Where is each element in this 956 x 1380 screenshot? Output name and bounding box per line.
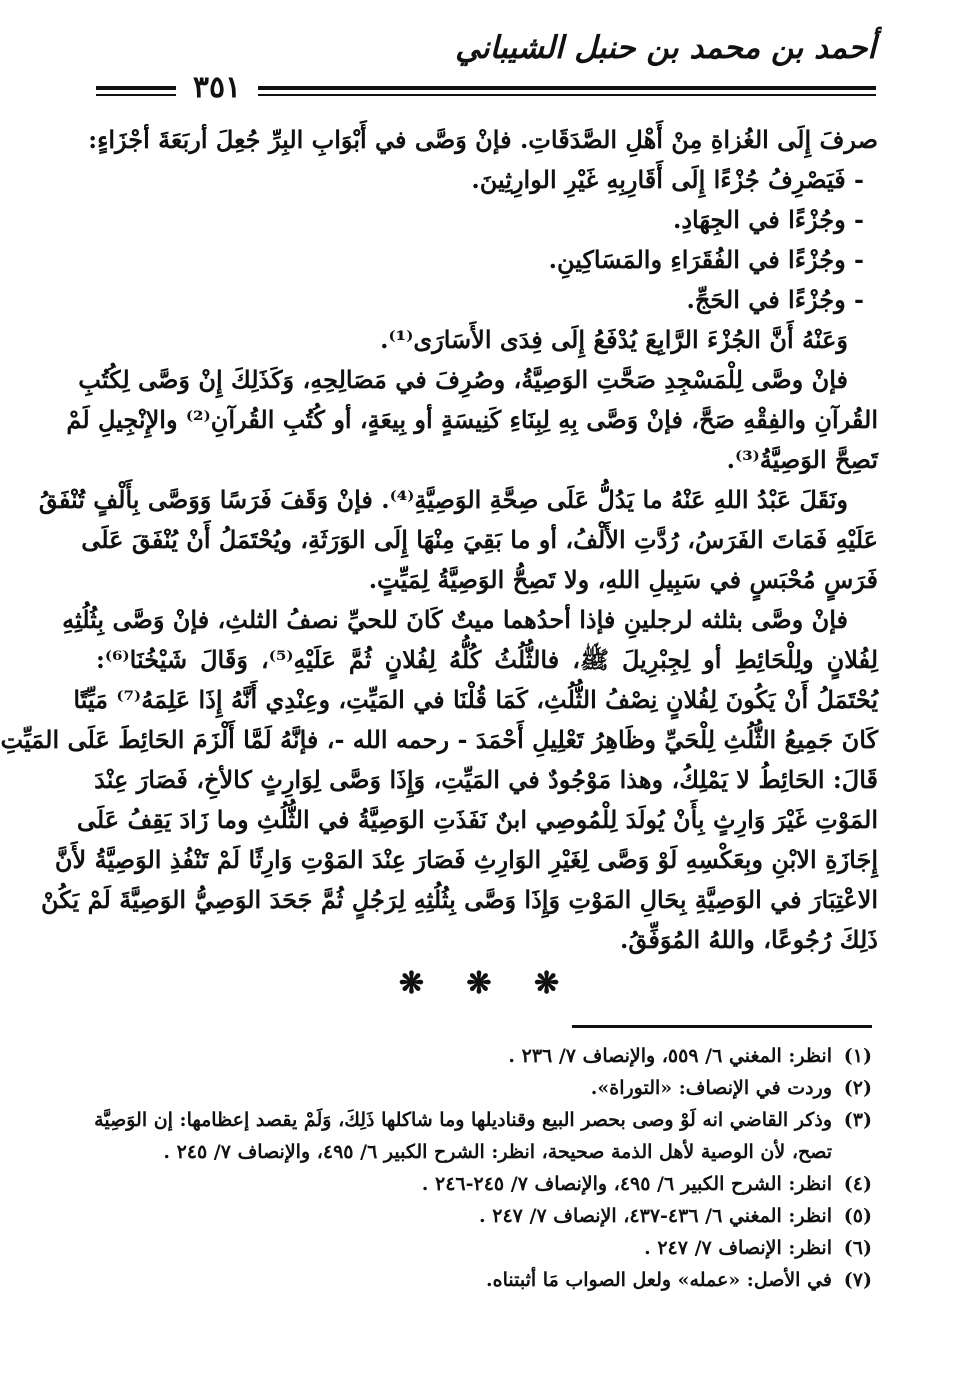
page-number: ٣٥١ <box>192 70 242 105</box>
text-line: القُرآنِ والفِقْهِ صَحَّ، فإنْ وَصَّى بِهِ لِبِنَاءِ كَنِيسَةٍ أو بِيعَةٍ، أو كُتُبِ القُرآنِ⁽²⁾ والإِنْجِيلِ لَمْ <box>66 405 878 434</box>
footnote-number: (٧) <box>843 1269 872 1291</box>
footnote-text: انظر: الإنصاف ٧/ ٢٤٧ . <box>644 1237 832 1259</box>
section-separator: ❋ ❋ ❋ <box>398 966 576 1001</box>
footnote-text: وردت في الإنصاف: «التوراة». <box>590 1077 832 1099</box>
text-line: إِجَازَةِ الابْنِ وبِعَكْسِهِ لَوْ وَصَّى لِغَيْرِ الوَارِثِ فَصَارَ عِنْدَ المَوْتِ وَارِثًا لَمْ تَنْفُذِ الوَصِيَّةُ لأَنَّ <box>54 845 878 874</box>
footnote-text: وذكر القاضي انه لَوْ وصى بحصر البيع وقناديلها وما شاكلها ذَلِكَ، وَلَمْ يقصد إعظامها: إن الوَصِيَّة <box>94 1109 832 1131</box>
text-line: عَلَيْهِ فَمَاتَ الفَرَسُ، رُدَّتِ الأَلْفُ، أو ما بَقِيَ مِنْهَا إِلَى الوَرَثَةِ، ويُحْتَمَلُ أَنْ يُنْفَقَ عَلَى <box>81 525 878 554</box>
book-title: أحمد بن محمد بن حنبل الشيباني <box>455 30 876 66</box>
text-line: فإنْ وصَّى بثلثه لرجلينِ فإذا أحدُهما ميتٌ كَانَ للحيِّ نصفُ الثلثِ، فإنْ وَصَّى بِثُلُثِهِ <box>62 605 848 634</box>
text-line: تَصِحَّ الوَصِيَّةُ⁽³⁾. <box>726 445 878 474</box>
footnote <box>96 1040 872 1072</box>
footnote <box>96 1232 872 1264</box>
footnote-text: انظر: المغني ٦/ ٤٣٦-٤٣٧، الإنصاف ٧/ ٢٤٧ . <box>479 1205 832 1227</box>
running-header <box>96 30 876 105</box>
text-line: ذَلِكَ رُجُوعًا، واللهُ المُوَفِّقُ. <box>620 925 878 954</box>
main-text <box>0 120 879 960</box>
footnote-number: (٥) <box>843 1205 872 1227</box>
text-line: فإنْ وصَّى لِلْمَسْجِدِ صَحَّتِ الوَصِيَّةُ، وصُرِفَ في مَصَالِحِهِ، وَكَذَلِكَ إِنْ وَصَّى لِكُتُبِ <box>78 365 848 394</box>
footnote-rule <box>572 1025 872 1028</box>
footnote-text: انظر: المغني ٦/ ٥٥٩، والإنصاف ٧/ ٢٣٦ . <box>508 1045 832 1067</box>
header-rule-short <box>96 86 176 96</box>
footnote-text: انظر: الشرح الكبير ٦/ ٤٩٥، والإنصاف ٧/ ٢٤٥-٢٤٦ . <box>421 1173 832 1195</box>
footnote <box>96 1104 872 1136</box>
footnote <box>96 1200 872 1232</box>
text-line: يُحْتَمَلُ أَنْ يَكُونَ لِفُلانٍ نِصْفُ الثُّلُثِ، كَمَا قُلْنَا في المَيِّتِ، وعِنْدِي أَنَّهُ إِذَا عَلِمَهُ⁽⁷⁾ مَيِّتًا <box>73 685 878 714</box>
footnote <box>96 1168 872 1200</box>
text-line: لِفُلانٍ ولِلْحَائِطِ أو لِجِبْرِيلَ ﷺ، فالثُّلُثُ كُلُّهُ لِفُلانٍ ثُمَّ عَلَيْهِ⁽⁵⁾، وَقَالَ شَيْخُنَا⁽⁶⁾: <box>96 645 879 674</box>
text-line: - وجُزْءًا في الحَجِّ. <box>686 285 864 314</box>
text-line: قَالَ: الحَائِطُ لا يَمْلِكُ، وهذا مَوْجُودٌ في المَيِّتِ، وَإِذَا وَصَّى لِوَارِثٍ كالأخِ، فَصَارَ عِنْدَ <box>94 765 878 794</box>
text-line: - فَيَصْرِفُ جُزْءًا إِلَى أَقَارِبِهِ غَيْرِ الوارِثِينَ. <box>471 165 864 194</box>
footnotes <box>96 1040 872 1296</box>
footnote-number: (١) <box>843 1045 872 1067</box>
text-line: - وجُزْءًا في الفُقَرَاءِ والمَسَاكِينِ. <box>548 245 864 274</box>
footnote-number: (٤) <box>843 1173 872 1195</box>
footnote-text: تصح، لأن الوصية لأهل الذمة صحيحة، انظر: الشرح الكبير ٦/ ٤٩٥، والإنصاف ٧/ ٢٤٥ . <box>163 1141 832 1163</box>
text-line: - وجُزْءًا في الجِهَادِ. <box>672 205 864 234</box>
footnote-text: في الأصل: «عمله» ولعل الصواب مَا أثبتناه. <box>486 1269 832 1291</box>
footnote <box>96 1136 872 1168</box>
footnote <box>96 1072 872 1104</box>
text-line: صرفَ إِلَى الغُزاةِ مِنْ أَهْلِ الصَّدَقَاتِ. فإنْ وَصَّى في أَبْوَابِ البِرِّ جُعِلَ أربَعَةَ أجْزَاءٍ: <box>88 125 878 154</box>
footnote <box>96 1264 872 1296</box>
footnote-number: (٢) <box>843 1077 872 1099</box>
text-line: فَرَسٍ مُحْبَسٍ في سَبِيلِ اللهِ، ولا تَصِحُّ الوَصِيَّةُ لِمَيِّتٍ. <box>368 565 878 594</box>
text-line: كَانَ جَمِيعُ الثُّلُثِ لِلْحَيِّ وظَاهِرُ تَعْلِيلِ أَحْمَدَ - رحمه الله -، فإنَّهُ لَمَّا أَلْزَمَ الحَائِطَ عَلَى المَيِّتِ <box>0 725 878 754</box>
text-line: الاعْتِبَارَ في الوَصِيَّةِ بِحَالِ المَوْتِ وَإِذَا وَصَّى بِثُلُثِهِ لِرَجُلٍ ثُمَّ جَحَدَ الوَصِيُّ الوَصِيَّةَ لَمْ يَكُنْ <box>41 885 878 914</box>
text-line: المَوْتِ غَيْرَ وَارِثٍ بِأَنْ يُولَدَ لِلْمُوصِي ابنٌ نَفَذَتِ الوَصِيَّةُ في الثُّلُثِ وما زَادَ يَقِفُ عَلَى <box>76 805 878 834</box>
text-line: ونَقَلَ عَبْدُ اللهِ عَنْهُ ما يَدُلُّ عَلَى صِحَّةِ الوَصِيَّةِ⁽⁴⁾. فإنْ وَقَفَ فَرَسًا وَوَصَّى بِأَلْفٍ تُنْفَقُ <box>38 485 848 514</box>
footnote-number: (٣) <box>843 1109 872 1131</box>
text-line: وَعَنْهُ أَنَّ الجُزْءَ الرَّابِعَ يُدْفَعُ إِلَى فِدَى الأَسَارَى⁽¹⁾. <box>380 325 848 354</box>
footnote-number: (٦) <box>843 1237 872 1259</box>
header-rule <box>258 86 876 96</box>
